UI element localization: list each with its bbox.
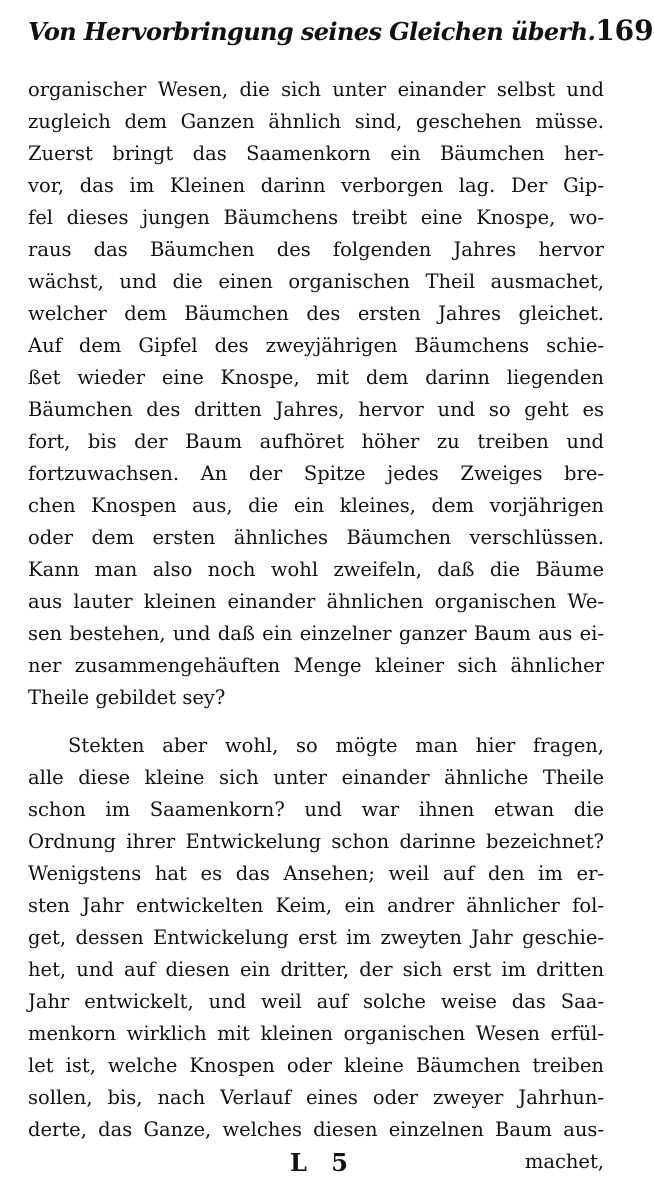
signature-mark: L 5 [290, 1148, 356, 1177]
text-line: zugleich dem Ganzen ähnlich sind, geschehen müsse. [28, 110, 604, 133]
text-line: Kann man also noch wohl zweifeln, daß die Bäume [28, 558, 604, 581]
text-line: organischer Wesen, die sich unter einander selbst und [28, 78, 604, 101]
text-line: ner zusammengehäuften Menge kleiner sich ähnlicher [28, 654, 604, 677]
text-line: Ordnung ihrer Entwickelung schon darinne bezeichnet? [28, 830, 604, 853]
text-line: het, und auf diesen ein dritter, der sich erst im dritten [28, 958, 604, 981]
text-line: sten Jahr entwickelten Keim, ein andrer ähnlicher fol- [28, 894, 604, 917]
page-footer [28, 1148, 604, 1182]
text-line: vor, das im Kleinen darinn verborgen lag. Der Gip- [28, 174, 604, 197]
running-head [28, 14, 654, 54]
text-line: Stekten aber wohl, so mögte man hier fragen, [68, 734, 604, 757]
text-line: schon im Saamenkorn? und war ihnen etwan die [28, 798, 604, 821]
text-line: fortzuwachsen. An der Spitze jedes Zweiges bre- [28, 462, 604, 485]
text-line: alle diese kleine sich unter einander ähnliche Theile [28, 766, 604, 789]
running-title: Von Hervorbringung seines Gleichen überh. [28, 17, 596, 46]
text-line: oder dem ersten ähnliches Bäumchen verschlüssen. [28, 526, 604, 549]
text-line: menkorn wirklich mit kleinen organischen Wesen erfül- [28, 1022, 604, 1045]
text-line: welcher dem Bäumchen des ersten Jahres gleichet. [28, 302, 604, 325]
text-line: Theile gebildet sey? [28, 686, 226, 709]
text-line: let ist, welche Knospen oder kleine Bäumchen treiben [28, 1054, 604, 1077]
text-line: wächst, und die einen organischen Theil ausmachet, [28, 270, 604, 293]
paragraph-1 [28, 74, 604, 714]
text-line: fort, bis der Baum aufhöret höher zu treiben und [28, 430, 604, 453]
paragraph-2 [28, 730, 604, 1146]
text-line: Zuerst bringt das Saamenkorn ein Bäumchen her- [28, 142, 604, 165]
text-line: sollen, bis, nach Verlauf eines oder zweyer Jahrhun- [28, 1086, 604, 1109]
text-line: raus das Bäumchen des folgenden Jahres hervor [28, 238, 604, 261]
text-line: fel dieses jungen Bäumchens treibt eine Knospe, wo- [28, 206, 604, 229]
text-line: ßet wieder eine Knospe, mit dem darinn liegenden [28, 366, 604, 389]
text-line: derte, das Ganze, welches diesen einzelnen Baum aus- [28, 1118, 604, 1141]
text-line: chen Knospen aus, die ein kleines, dem vorjährigen [28, 494, 604, 517]
catchword: machet, [524, 1150, 604, 1173]
text-line: get, dessen Entwickelung erst im zweyten Jahr geschie- [28, 926, 604, 949]
text-line: Bäumchen des dritten Jahres, hervor und so geht es [28, 398, 604, 421]
text-line: Auf dem Gipfel des zweyjährigen Bäumchens schie- [28, 334, 604, 357]
text-line: Wenigstens hat es das Ansehen; weil auf den im er- [28, 862, 604, 885]
text-line: aus lauter kleinen einander ähnlichen organischen We- [28, 590, 604, 613]
page-number: 169 [595, 14, 654, 47]
text-line: sen bestehen, und daß ein einzelner ganzer Baum aus ei- [28, 622, 604, 645]
text-line: Jahr entwickelt, und weil auf solche weise das Saa- [28, 990, 604, 1013]
